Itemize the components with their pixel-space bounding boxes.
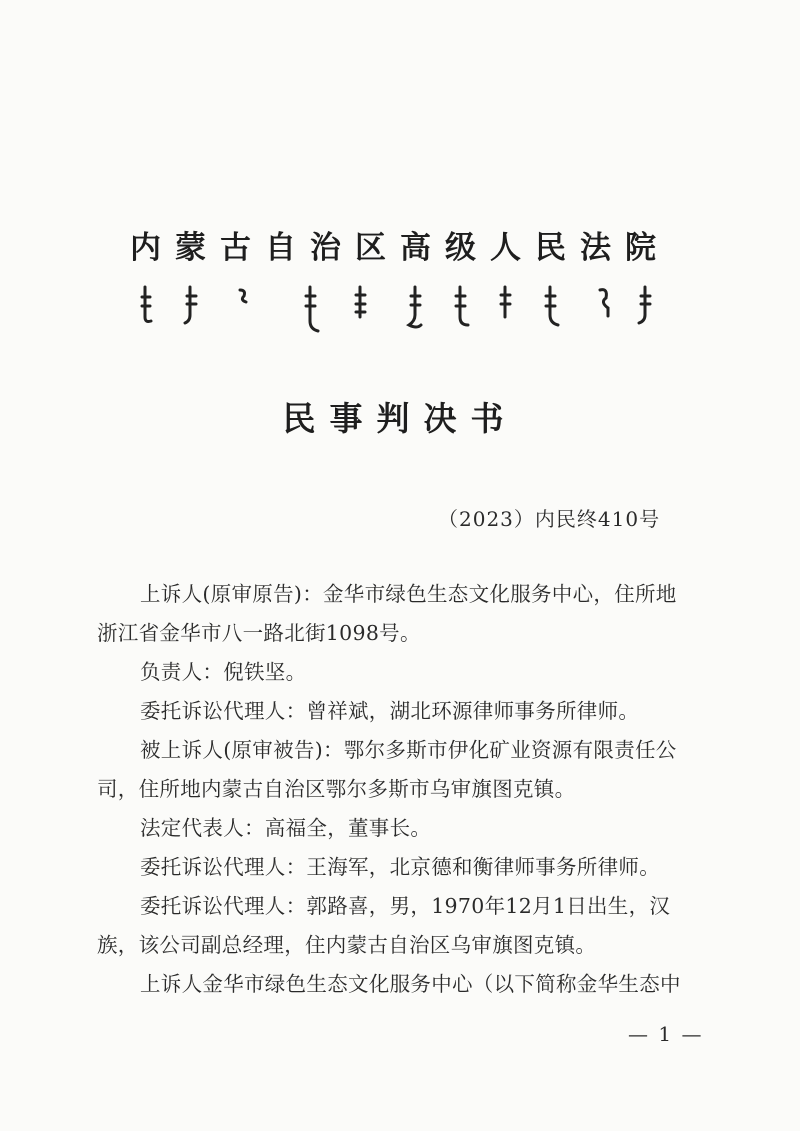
document-body xyxy=(97,578,712,1007)
document-type-title: 民事判决书 xyxy=(282,399,518,438)
paragraph-line: 上诉人金华市绿色生态文化服务中心（以下简称金华生态中 xyxy=(140,972,681,996)
mongolian-court-name-script xyxy=(140,282,660,337)
case-number: （2023）内民终410号 xyxy=(438,507,661,531)
paragraph-line: 上诉人(原审原告)：金华市绿色生态文化服务中心，住所地 xyxy=(140,582,677,606)
court-name: 内蒙古自治区高级人民法院 xyxy=(130,230,670,266)
paragraph-line: 负责人：倪铁坚。 xyxy=(140,660,307,684)
paragraph-line: 司，住所地内蒙古自治区鄂尔多斯市乌审旗图克镇。 xyxy=(97,777,576,801)
paragraph-line: 委托诉讼代理人：郭路喜，男，1970年12月1日出生，汉 xyxy=(140,894,671,918)
paragraph-line: 浙江省金华市八一路北街1098号。 xyxy=(97,621,421,645)
paragraph-line: 委托诉讼代理人：王海军，北京德和衡律师事务所律师。 xyxy=(140,855,660,879)
paragraph-line: 族，该公司副总经理，住内蒙古自治区乌审旗图克镇。 xyxy=(97,933,597,957)
paragraph-line: 法定代表人：高福全，董事长。 xyxy=(140,816,432,840)
paragraph-line: 被上诉人(原审被告)：鄂尔多斯市伊化矿业资源有限责任公 xyxy=(140,738,677,762)
page-number: — 1 — xyxy=(628,1022,704,1046)
paragraph-line: 委托诉讼代理人：曾祥斌，湖北环源律师事务所律师。 xyxy=(140,699,640,723)
